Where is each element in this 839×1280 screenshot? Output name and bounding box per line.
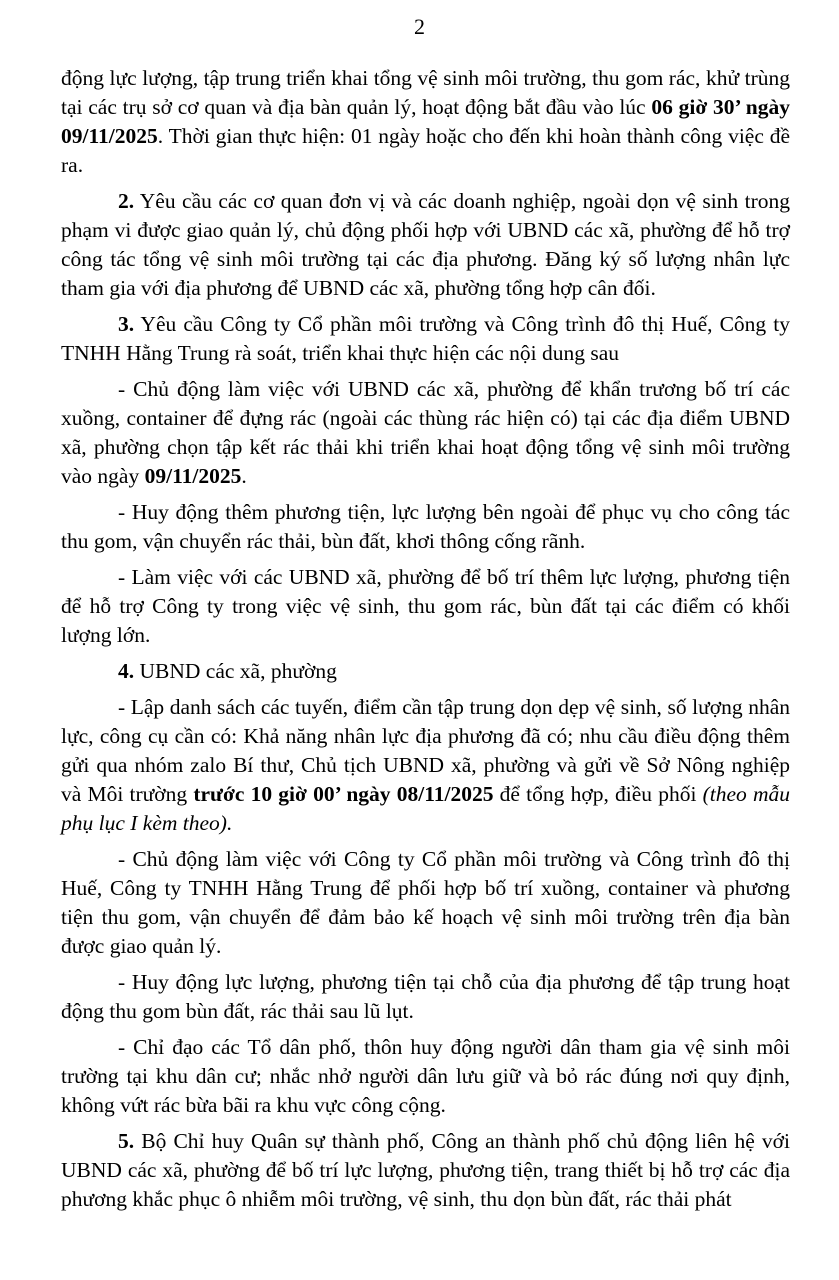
- text-run: .: [241, 464, 247, 488]
- text-run: Yêu cầu Công ty Cổ phần môi trường và Công trình đô thị Huế, Công ty TNHH Hằng Trung rà soát, triển khai thực hiện các nội dung sau: [61, 312, 790, 365]
- text-run: UBND các xã, phường: [134, 659, 337, 683]
- bold-text-run: 5.: [118, 1129, 135, 1153]
- text-run: - Chỉ đạo các Tổ dân phố, thôn huy động người dân tham gia vệ sinh môi trường tại khu dân cư; nhắc nhở người dân lưu giữ và bỏ rác đúng nơi quy định, không vứt rác bừa bãi ra khu vực công cộng.: [61, 1035, 790, 1117]
- paragraph: [61, 310, 790, 368]
- paragraph: [61, 968, 790, 1026]
- text-run: - Huy động thêm phương tiện, lực lượng bên ngoài để phục vụ cho công tác thu gom, vận chuyển rác thải, bùn đất, khơi thông cống rãnh.: [61, 500, 790, 553]
- bold-text-run: trước 10 giờ 00’ ngày 08/11/2025: [193, 782, 494, 806]
- text-run: Bộ Chỉ huy Quân sự thành phố, Công an thành phố chủ động liên hệ với UBND các xã, phường để bố trí lực lượng, phương tiện, trang thiết bị hỗ trợ các địa phương khắc phục ô nhiễm môi trường, vệ sinh, thu dọn bùn đất, rác thải phát: [61, 1129, 790, 1211]
- paragraph: [61, 1127, 790, 1214]
- bold-text-run: 3.: [118, 312, 135, 336]
- paragraph: [61, 657, 790, 686]
- document-body: [61, 64, 790, 1214]
- page-number: 2: [414, 14, 425, 39]
- bold-text-run: 06 giờ 30’ ngày 09/11/2025: [61, 95, 790, 148]
- paragraph: [61, 375, 790, 491]
- text-run: - Chủ động làm việc với UBND các xã, phường để khẩn trương bố trí các xuồng, container để đựng rác (ngoài các thùng rác hiện có) tại các địa điểm UBND xã, phường chọn tập kết rác thải khi triển khai hoạt động tổng vệ sinh môi trường vào ngày: [61, 377, 790, 488]
- text-run: động lực lượng, tập trung triển khai tổng vệ sinh môi trường, thu gom rác, khử trùng tại các trụ sở cơ quan và địa bàn quản lý, hoạt động bắt đầu vào lúc: [61, 66, 790, 119]
- italic-text-run: (theo mẫu phụ lục I kèm theo).: [61, 782, 791, 835]
- paragraph: [61, 187, 790, 303]
- bold-text-run: 2.: [118, 189, 135, 213]
- text-run: - Chủ động làm việc với Công ty Cổ phần môi trường và Công trình đô thị Huế, Công ty TNHH Hằng Trung để phối hợp bố trí xuồng, container và phương tiện thu gom, vận chuyển để đảm bảo kế hoạch vệ sinh môi trường trên địa bàn được giao quản lý.: [61, 847, 790, 958]
- paragraph: [61, 64, 790, 180]
- paragraph: [61, 845, 790, 961]
- text-run: - Lập danh sách các tuyến, điểm cần tập trung dọn dẹp vệ sinh, số lượng nhân lực, công cụ cần có: Khả năng nhân lực địa phương đã có; nhu cầu điều động thêm gửi qua nhóm zalo Bí thư, Chủ tịch UBND xã, phường và gửi về Sở Nông nghiệp và Môi trường: [61, 695, 790, 806]
- text-run: - Huy động lực lượng, phương tiện tại chỗ của địa phương để tập trung hoạt động thu gom bùn đất, rác thải sau lũ lụt.: [61, 970, 790, 1023]
- bold-text-run: 4.: [118, 659, 135, 683]
- paragraph: [61, 1033, 790, 1120]
- text-run: - Làm việc với các UBND xã, phường để bố trí thêm lực lượng, phương tiện để hỗ trợ Công ty trong việc vệ sinh, thu gom rác, bùn đất tại các điểm có khối lượng lớn.: [61, 565, 790, 647]
- text-run: để tổng hợp, điều phối: [493, 782, 703, 806]
- text-run: Yêu cầu các cơ quan đơn vị và các doanh nghiệp, ngoài dọn vệ sinh trong phạm vi được giao quản lý, chủ động phối hợp với UBND các xã, phường để hỗ trợ công tác tổng vệ sinh môi trường tại các địa phương. Đăng ký số lượng nhân lực tham gia với địa phương để UBND các xã, phường tổng hợp cân đối.: [61, 189, 790, 300]
- paragraph: [61, 498, 790, 556]
- bold-text-run: 09/11/2025: [144, 464, 242, 488]
- paragraph: [61, 563, 790, 650]
- text-run: . Thời gian thực hiện: 01 ngày hoặc cho đến khi hoàn thành công việc đề ra.: [61, 124, 790, 177]
- paragraph: [61, 693, 790, 838]
